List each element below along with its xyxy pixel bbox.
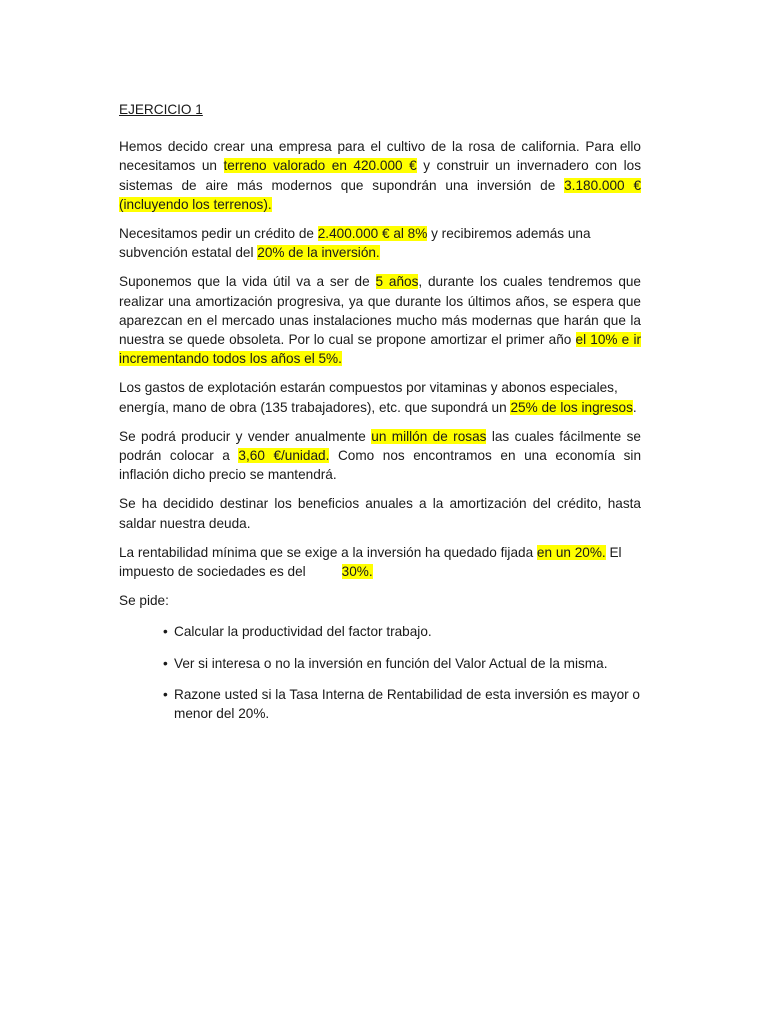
text: y construir un invernadero con los sistemas de aire más modernos que supondrán una inversión de xyxy=(119,158,641,193)
list-item xyxy=(163,622,656,641)
highlight-expenses: 25% de los ingresos xyxy=(510,399,633,415)
list-item xyxy=(163,685,656,723)
highlight-investment: 3.180.000 € (incluyendo los terrenos). xyxy=(119,177,642,212)
text: Suponemos que la vida útil va a ser de xyxy=(119,274,376,290)
text: y recibiremos además una subvención estatal del xyxy=(119,226,591,261)
paragraph-profits: Se ha decidido destinar los beneficios anuales a la amortización del crédito, hasta saldar nuestra deuda. xyxy=(119,496,641,531)
text: , durante los cuales tendremos que realizar una amortización progresiva, ya que durante los últimos años, se espera que aparezcan en el mercado unas instalaciones mucho más modernas que harán que la nuestra se quede obsoleta. Por lo cual se propone amortizar el primer año xyxy=(119,274,641,348)
document-page xyxy=(119,100,641,735)
highlight-min-return: en un 20%. xyxy=(536,544,606,560)
text: las cuales fácilmente se podrán colocar a xyxy=(119,428,641,464)
highlight-years: 5 años xyxy=(375,274,419,290)
paragraph-intro xyxy=(119,137,641,214)
text: Hemos decido crear una empresa para el cultivo de la rosa de california. Para ello necesitamos un xyxy=(119,139,641,174)
highlight-subsidy: 20% de la inversión. xyxy=(257,245,380,261)
paragraph-expenses xyxy=(119,378,641,416)
highlight-amortization: el 10% e ir incrementando todos los años el 5%. xyxy=(119,332,641,367)
text: Los gastos de explotación estarán compuestos por vitaminas y abonos especiales, energía, mano de obra (135 trabajadores), etc. que supondrá un xyxy=(119,380,618,415)
bullet-icon: • xyxy=(163,655,168,671)
highlight-production: un millón de rosas xyxy=(371,428,487,444)
text: Se podrá producir y vender anualmente xyxy=(119,428,372,444)
text: La rentabilidad mínima que se exige a la inversión ha quedado fijada xyxy=(119,544,537,560)
bullet-icon: • xyxy=(163,624,168,640)
highlight-credit: 2.400.000 € al 8% xyxy=(317,226,428,242)
paragraph-production xyxy=(119,427,641,485)
task-list xyxy=(119,622,641,723)
bullet-icon: • xyxy=(163,686,168,702)
highlight-tax: 30%. xyxy=(341,564,373,580)
highlight-price: 3,60 €/unidad. xyxy=(238,448,330,464)
se-pide-label: Se pide: xyxy=(119,593,169,609)
paragraph-useful-life xyxy=(119,272,641,368)
list-item xyxy=(163,654,656,673)
highlight-terrain-value: terreno valorado en 420.000 € xyxy=(223,158,417,174)
paragraph-credit xyxy=(119,224,641,262)
text: Necesitamos pedir un crédito de xyxy=(119,226,318,242)
list-item-text: Ver si interesa o no la inversión en función del Valor Actual de la misma. xyxy=(174,655,608,671)
list-item-text: Calcular la productividad del factor trabajo. xyxy=(174,624,432,640)
list-item-text: Razone usted si la Tasa Interna de Rentabilidad de esta inversión es mayor o menor del 20%. xyxy=(174,686,640,722)
text: . xyxy=(632,399,637,415)
text: El impuesto de sociedades es del xyxy=(119,544,622,580)
text: Como nos encontramos en una economía sin inflación dicho precio se mantendrá. xyxy=(119,448,642,483)
paragraph-profitability xyxy=(119,543,641,581)
exercise-title: EJERCICIO 1 xyxy=(119,102,203,117)
